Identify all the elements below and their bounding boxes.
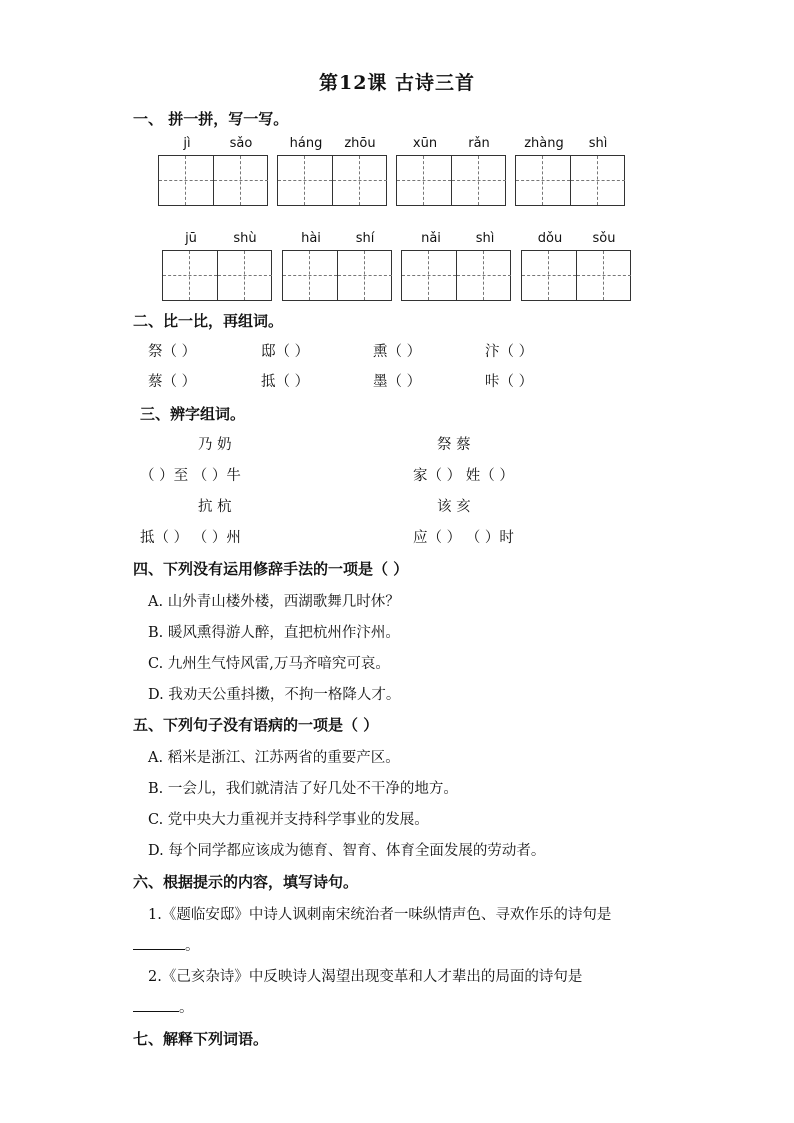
word-blank-line[interactable]: （ ）至 （ ）牛 [140, 468, 241, 484]
compare-item[interactable]: 邸（ ） [261, 344, 310, 360]
section-3-heading: 三、辨字组词。 [140, 405, 246, 423]
writing-box[interactable] [162, 250, 272, 301]
pinyin-label: shí [355, 231, 375, 246]
char-pair: 抗 杭 [198, 499, 232, 515]
option-c[interactable]: C. 党中央大力重视并支持科学事业的发展。 [148, 812, 429, 828]
section-2-heading: 二、比一比，再组词。 [133, 312, 284, 330]
writing-box[interactable] [401, 250, 511, 301]
pinyin-label: nǎi [421, 231, 441, 246]
compare-item[interactable]: 咔（ ） [485, 374, 534, 390]
compare-item[interactable]: 汴（ ） [485, 344, 534, 360]
answer-line-2[interactable] [133, 996, 194, 1017]
answer-blank[interactable] [133, 935, 185, 950]
pinyin-label: sǎo [229, 136, 253, 151]
compare-item[interactable]: 蔡（ ） [148, 374, 197, 390]
writing-box[interactable] [277, 155, 387, 206]
writing-box[interactable] [396, 155, 506, 206]
writing-box[interactable] [158, 155, 268, 206]
page-title: 第12课 古诗三首 [318, 72, 476, 94]
section-4-heading: 四、下列没有运用修辞手法的一项是（ ） [133, 560, 409, 578]
pinyin-label: shì [588, 136, 608, 151]
option-c[interactable]: C. 九州生气恃风雷,万马齐喑究可哀。 [148, 656, 390, 672]
char-pair: 该 亥 [437, 499, 471, 515]
option-b[interactable]: B. 暖风熏得游人醉，直把杭州作汴州。 [148, 625, 400, 641]
pinyin-label: shì [475, 231, 495, 246]
compare-item[interactable]: 熏（ ） [373, 344, 422, 360]
compare-item[interactable]: 祭（ ） [148, 344, 197, 360]
pinyin-label: dǒu [537, 231, 563, 246]
poem-prompt-1: 1.《题临安邸》中诗人讽刺南宋统治者一味纵情声色、寻欢作乐的诗句是 [148, 907, 612, 923]
char-pair: 乃 奶 [198, 437, 232, 453]
writing-box[interactable] [515, 155, 625, 206]
end-mark: 。 [179, 1000, 194, 1016]
pinyin-label: shù [233, 231, 257, 246]
section-1-heading: 一、 拼一拼，写一写。 [133, 110, 289, 128]
section-5-heading: 五、下列句子没有语病的一项是（ ） [133, 716, 379, 734]
pinyin-label: rǎn [468, 136, 490, 151]
char-pair: 祭 蔡 [437, 437, 471, 453]
pinyin-label: sǒu [592, 231, 616, 246]
pinyin-label: zhōu [344, 136, 376, 151]
writing-box[interactable] [521, 250, 631, 301]
word-blank-line[interactable]: 应（ ） （ ）时 [413, 530, 514, 546]
compare-item[interactable]: 墨（ ） [373, 374, 422, 390]
answer-blank[interactable] [133, 997, 179, 1012]
pinyin-label: jū [185, 231, 197, 246]
option-d[interactable]: D. 每个同学都应该成为德育、智育、体育全面发展的劳动者。 [148, 843, 546, 859]
pinyin-label: háng [289, 136, 323, 151]
answer-line-1[interactable] [133, 934, 200, 955]
end-mark: 。 [185, 938, 200, 954]
pinyin-label: hài [301, 231, 321, 246]
writing-box[interactable] [282, 250, 392, 301]
pinyin-label: xūn [412, 136, 438, 151]
option-a[interactable]: A. 稻米是浙江、江苏两省的重要产区。 [148, 750, 400, 766]
option-d[interactable]: D. 我劝天公重抖擞，不拘一格降人才。 [148, 687, 401, 703]
word-blank-line[interactable]: 家（ ） 姓（ ） [413, 468, 514, 484]
word-blank-line[interactable]: 抵（ ） （ ）州 [140, 530, 241, 546]
option-a[interactable]: A. 山外青山楼外楼，西湖歌舞几时休？ [148, 594, 400, 610]
poem-prompt-2: 2.《己亥杂诗》中反映诗人渴望出现变革和人才辈出的局面的诗句是 [148, 969, 583, 985]
section-6-heading: 六、根据提示的内容，填写诗句。 [133, 873, 359, 891]
pinyin-label: jì [183, 136, 191, 151]
pinyin-label: zhàng [524, 136, 564, 151]
option-b[interactable]: B. 一会儿，我们就清洁了好几处不干净的地方。 [148, 781, 458, 797]
compare-item[interactable]: 抵（ ） [261, 374, 310, 390]
section-7-heading: 七、解释下列词语。 [133, 1030, 269, 1048]
